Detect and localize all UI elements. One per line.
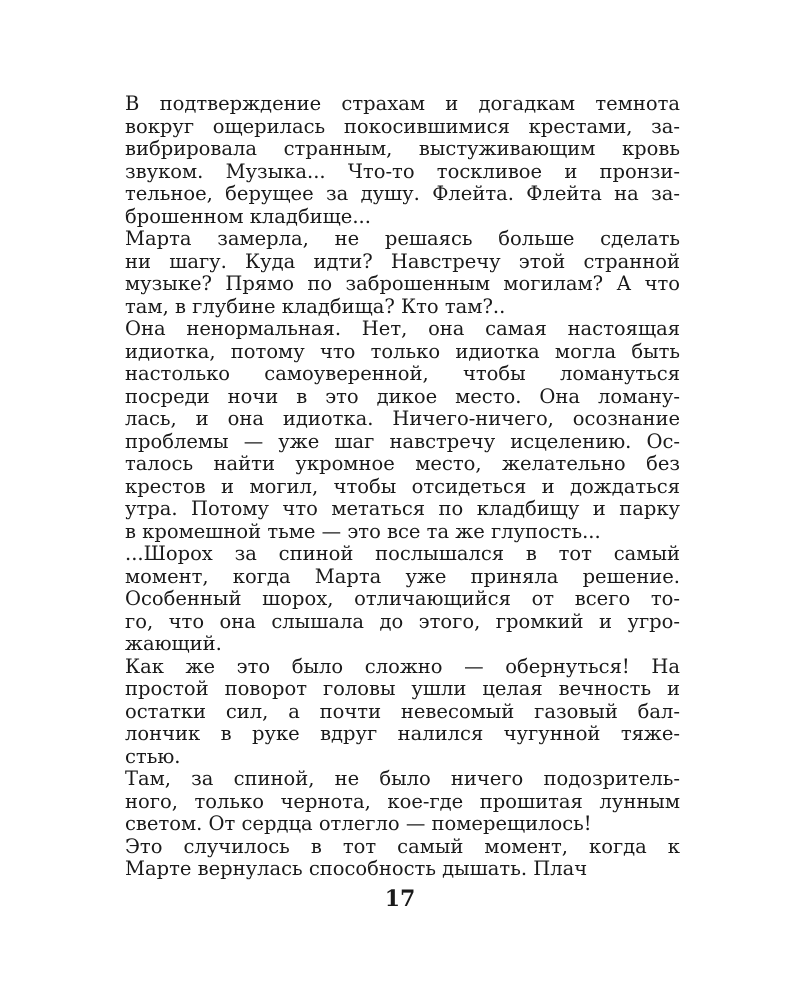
text-line: проблемы — уже шаг навстречу исцелению. Ос- [125,429,680,453]
paragraph [125,318,680,543]
text-line: в кромешной тьме — это все та же глупость... [125,519,601,543]
text-line: жающий. [125,632,222,655]
text-line: лась, и она идиотка. Ничего-ничего, осознание [125,407,680,430]
text-line: светом. От сердца отлегло — померещилось! [125,812,592,835]
text-line: го, что она слышала до этого, громкий и угро- [125,609,680,633]
text-line: ...Шорох за спиной послышался в тот самый [125,542,680,565]
text-line: лончик в руке вдруг налился чугунной тяже- [125,722,680,745]
text-line: ного, только чернота, кое-где прошитая лунным [125,789,680,813]
text-line: посреди ночи в это дикое место. Она ломану- [125,384,680,408]
text-line: ни шагу. Куда идти? Навстречу этой странной [125,249,680,273]
body-text [125,93,680,881]
paragraph [125,836,680,881]
paragraph [125,768,680,836]
text-line: вибрировала странным, выстуживающим кровь [125,137,680,160]
paragraph [125,93,680,228]
text-line: настолько самоуверенной, чтобы ломануться [125,362,680,385]
text-line: талось найти укромное место, желательно без [125,452,680,475]
text-line: звуком. Музыка... Что-то тоскливое и пронзи- [125,159,680,183]
text-line: Марте вернулась способность дышать. Плач [125,857,588,880]
text-line: простой поворот головы ушли целая вечность и [125,677,680,700]
page-number: 17 [384,886,416,912]
text-line: Там, за спиной, не было ничего подозритель- [125,767,680,790]
text-line: Как же это было сложно — обернуться! На [125,654,680,678]
paragraph [125,656,680,769]
text-line: момент, когда Марта уже приняла решение. [125,564,680,588]
text-line: Марта замерла, не решаясь больше сделать [125,227,680,250]
paragraph [125,543,680,656]
text-line: вокруг ощерилась покосившимися крестами, за- [125,114,680,138]
text-line: идиотка, потому что только идиотка могла быть [125,339,680,363]
text-line: тельное, берущее за душу. Флейта. Флейта на за- [125,182,680,205]
paragraph [125,228,680,318]
text-line: утра. Потому что метаться по кладбищу и парку [125,497,680,520]
text-line: брошенном кладбище... [125,204,371,228]
text-line: В подтверждение страхам и догадкам темнота [125,92,680,115]
text-line: музыке? Прямо по заброшенным могилам? А что [125,272,680,295]
text-line: остатки сил, а почти невесомый газовый бал- [125,699,680,723]
text-line: крестов и могил, чтобы отсидеться и дождаться [125,474,680,498]
text-line: стью. [125,744,181,768]
text-line: там, в глубине кладбища? Кто там?.. [125,294,506,318]
text-line: Это случилось в тот самый момент, когда к [125,834,680,858]
text-line: Она ненормальная. Нет, она самая настоящая [125,317,680,340]
text-line: Особенный шорох, отличающийся от всего то- [125,587,680,610]
